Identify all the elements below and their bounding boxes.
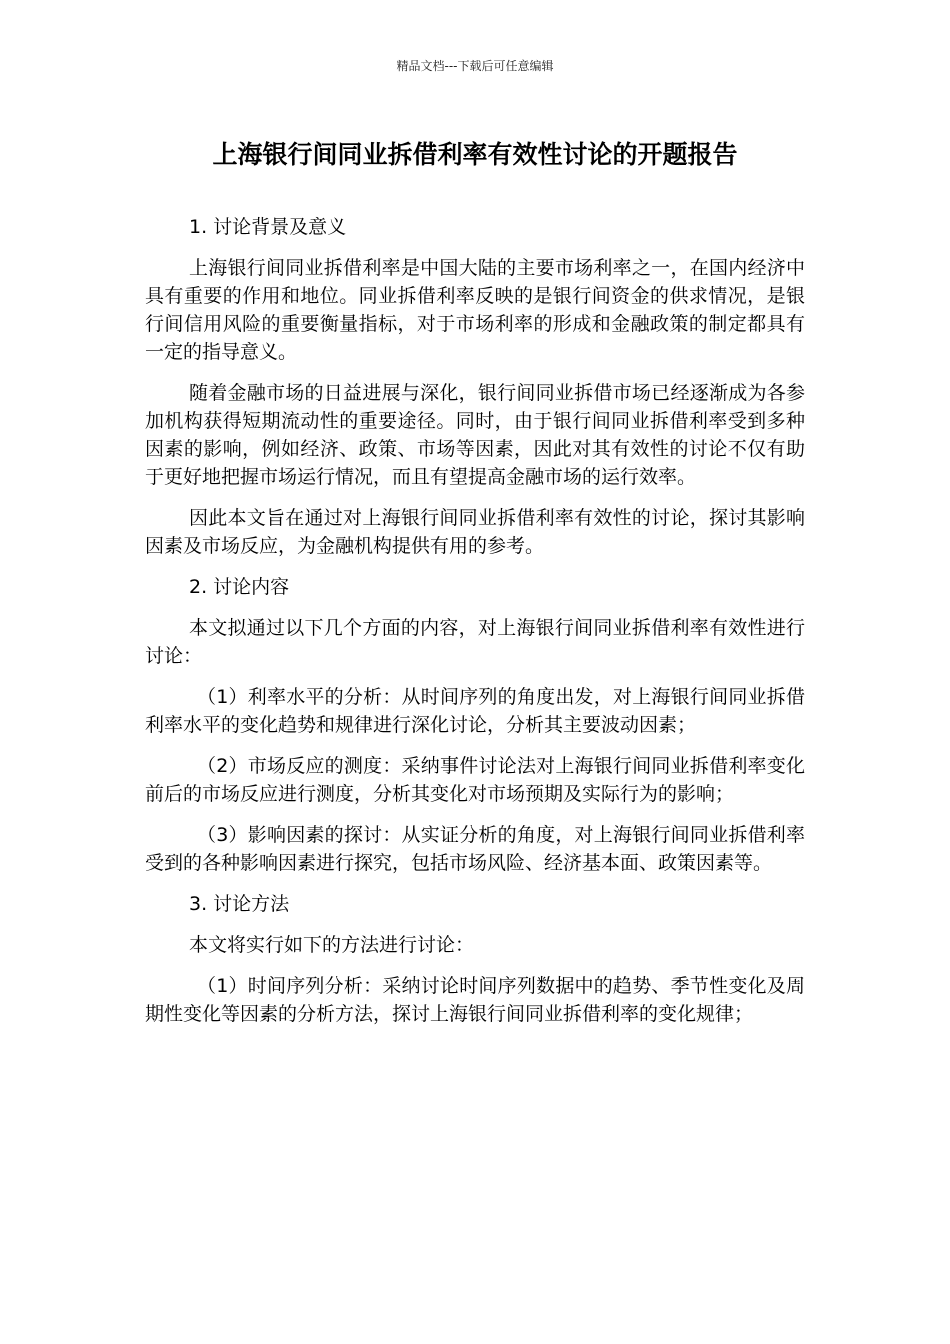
paragraph: 本文拟通过以下几个方面的内容，对上海银行间同业拆借利率有效性进行讨论： bbox=[145, 617, 805, 667]
section-heading: 2. 讨论内容 bbox=[189, 576, 290, 598]
header-note: 精品文档---下载后可任意编辑 bbox=[396, 59, 554, 73]
paragraph: 上海银行间同业拆借利率是中国大陆的主要市场利率之一，在国内经济中具有重要的作用和地位。同业拆借利率反映的是银行间资金的供求情况，是银行间信用风险的重要衡量指标，对于市场利率的形成和金融政策的制定都具有一定的指导意义。 bbox=[145, 257, 805, 363]
document-title: 上海银行间同业拆借利率有效性讨论的开题报告 bbox=[212, 140, 738, 169]
section-heading: 3. 讨论方法 bbox=[189, 893, 290, 915]
section-methods bbox=[145, 890, 805, 1028]
paragraph: 随着金融市场的日益进展与深化，银行间同业拆借市场已经逐渐成为各参加机构获得短期流动性的重要途径。同时，由于银行间同业拆借利率受到多种因素的影响，例如经济、政策、市场等因素，因此对其有效性的讨论不仅有助于更好地把握市场运行情况，而且有望提高金融市场的运行效率。 bbox=[145, 382, 805, 488]
paragraph: 因此本文旨在通过对上海银行间同业拆借利率有效性的讨论，探讨其影响因素及市场反应，为金融机构提供有用的参考。 bbox=[145, 507, 805, 557]
section-heading: 1. 讨论背景及意义 bbox=[189, 216, 347, 238]
list-item: （1）时间序列分析：采纳讨论时间序列数据中的趋势、季节性变化及周期性变化等因素的分析方法，探讨上海银行间同业拆借利率的变化规律； bbox=[145, 975, 805, 1025]
list-item: （2）市场反应的测度：采纳事件讨论法对上海银行间同业拆借利率变化前后的市场反应进行测度，分析其变化对市场预期及实际行为的影响； bbox=[145, 755, 805, 805]
paragraph: 本文将实行如下的方法进行讨论： bbox=[189, 934, 475, 956]
list-item: （3）影响因素的探讨：从实证分析的角度，对上海银行间同业拆借利率受到的各种影响因素进行探究，包括市场风险、经济基本面、政策因素等。 bbox=[145, 824, 805, 874]
document-body bbox=[145, 213, 805, 1041]
list-item: （1）利率水平的分析：从时间序列的角度出发，对上海银行间同业拆借利率水平的变化趋势和规律进行深化讨论，分析其主要波动因素； bbox=[145, 686, 805, 736]
section-background bbox=[145, 213, 805, 560]
section-content bbox=[145, 573, 805, 877]
